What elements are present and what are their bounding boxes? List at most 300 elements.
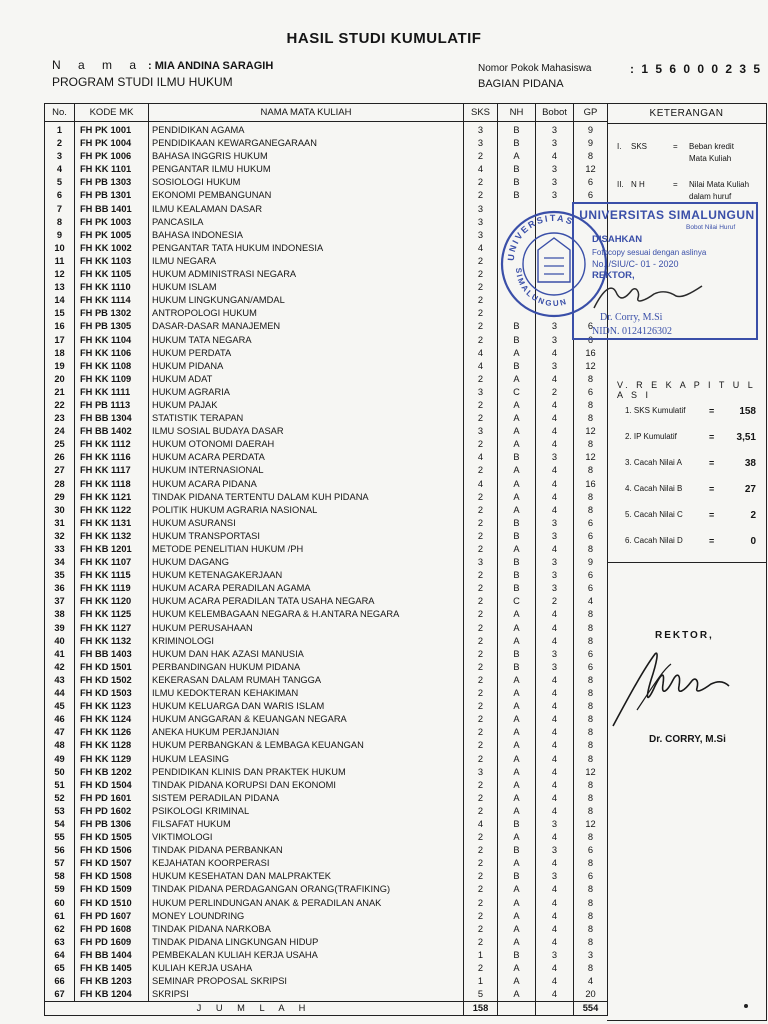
row-gp: 8: [574, 726, 608, 739]
row-nh: A: [498, 897, 536, 910]
row-no: 31: [45, 517, 75, 530]
legend-1-desc: Beban kredit: [689, 142, 734, 151]
row-gp: 9: [574, 122, 608, 138]
row-no: 63: [45, 936, 75, 949]
row-bobot: 4: [536, 883, 574, 896]
row-no: 41: [45, 648, 75, 661]
row-kode: FH KK 1112: [75, 438, 149, 451]
row-no: 44: [45, 687, 75, 700]
row-kode: FH KB 1201: [75, 543, 149, 556]
row-nama: HUKUM DAGANG: [149, 556, 464, 569]
row-bobot: 4: [536, 923, 574, 936]
row-bobot: 3: [536, 818, 574, 831]
row-nama: KEKERASAN DALAM RUMAH TANGGA: [149, 674, 464, 687]
table-row: [45, 648, 608, 661]
row-nama: MONEY LOUNDRING: [149, 910, 464, 923]
table-row: [45, 792, 608, 805]
row-nama: HUKUM KELEMBAGAAN NEGARA & H.ANTARA NEGARA: [149, 608, 464, 621]
row-kode: FH KK 1123: [75, 700, 149, 713]
rekap-eq: =: [709, 406, 715, 416]
row-sks: 2: [464, 687, 498, 700]
row-nama: SISTEM PERADILAN PIDANA: [149, 792, 464, 805]
row-nh: A: [498, 425, 536, 438]
row-nh: B: [498, 137, 536, 150]
rektor-signature: [607, 640, 767, 736]
row-bobot: 4: [536, 674, 574, 687]
row-sks: 2: [464, 857, 498, 870]
row-nh: B: [498, 189, 536, 202]
row-no: 14: [45, 294, 75, 307]
row-nama: PENGANTAR TATA HUKUM INDONESIA: [149, 242, 464, 255]
table-row: [45, 150, 608, 163]
stamp-rektor: REKTOR,: [592, 270, 635, 281]
row-kode: FH KK 1114: [75, 294, 149, 307]
legend-2-desc2: dalam huruf: [689, 192, 732, 201]
row-sks: 3: [464, 425, 498, 438]
table-row: [45, 700, 608, 713]
row-kode: FH KK 1132: [75, 635, 149, 648]
row-nama: PSIKOLOGI KRIMINAL: [149, 805, 464, 818]
row-nama: PEMBEKALAN KULIAH KERJA USAHA: [149, 949, 464, 962]
table-row: [45, 530, 608, 543]
row-gp: 8: [574, 857, 608, 870]
table-row: [45, 949, 608, 962]
row-no: 10: [45, 242, 75, 255]
row-nh: B: [498, 176, 536, 189]
row-bobot: 4: [536, 412, 574, 425]
row-no: 46: [45, 713, 75, 726]
seal-ring-bottom: SIMALUNGUN: [513, 267, 569, 309]
row-nh: A: [498, 883, 536, 896]
row-sks: 2: [464, 307, 498, 320]
legend-2-eq: =: [673, 180, 678, 189]
row-kode: FH KK 1103: [75, 255, 149, 268]
row-nama: HUKUM OTONOMI DAERAH: [149, 438, 464, 451]
row-bobot: 2: [536, 595, 574, 608]
rekap-eq: =: [709, 536, 715, 546]
row-nh: A: [498, 923, 536, 936]
legalization-stamp: [572, 202, 758, 340]
table-row: [45, 674, 608, 687]
table-row: [45, 962, 608, 975]
row-kode: FH KK 1118: [75, 478, 149, 491]
row-no: 26: [45, 451, 75, 464]
row-sks: 2: [464, 373, 498, 386]
row-bobot: 3: [536, 189, 574, 202]
row-nh: A: [498, 608, 536, 621]
name-value: : MIA ANDINA SARAGIH: [148, 60, 274, 72]
row-nh: B: [498, 334, 536, 347]
row-nh: C: [498, 595, 536, 608]
rekap-label: 3. Cacah Nilai A: [625, 458, 682, 467]
row-no: 33: [45, 543, 75, 556]
row-no: 49: [45, 753, 75, 766]
row-gp: 16: [574, 478, 608, 491]
row-no: 50: [45, 766, 75, 779]
header-sks: SKS: [464, 104, 498, 122]
row-kode: FH PD 1602: [75, 805, 149, 818]
row-gp: 8: [574, 897, 608, 910]
row-kode: FH KK 1108: [75, 360, 149, 373]
row-no: 37: [45, 595, 75, 608]
rekap-value: 158: [739, 406, 756, 417]
seal-ring-top: UNIVERSITAS: [505, 212, 576, 262]
row-nh: B: [498, 530, 536, 543]
header-no: No.: [45, 104, 75, 122]
row-gp: 6: [574, 648, 608, 661]
row-bobot: 3: [536, 569, 574, 582]
row-gp: 6: [574, 176, 608, 189]
row-sks: 2: [464, 569, 498, 582]
row-no: 39: [45, 622, 75, 635]
row-nh: A: [498, 687, 536, 700]
row-no: 51: [45, 779, 75, 792]
sks-total: 158: [464, 1002, 498, 1016]
row-nama: BAHASA INDONESIA: [149, 229, 464, 242]
table-row: [45, 373, 608, 386]
row-nama: HUKUM PERDATA: [149, 347, 464, 360]
row-kode: FH KK 1131: [75, 517, 149, 530]
row-nama: TINDAK PIDANA TERTENTU DALAM KUH PIDANA: [149, 491, 464, 504]
row-kode: FH KK 1109: [75, 373, 149, 386]
row-kode: FH KD 1504: [75, 779, 149, 792]
row-bobot: 3: [536, 122, 574, 138]
row-gp: 6: [574, 569, 608, 582]
row-bobot: 3: [536, 176, 574, 189]
row-sks: 2: [464, 176, 498, 189]
row-bobot: 2: [536, 386, 574, 399]
row-nama: HUKUM PIDANA: [149, 360, 464, 373]
row-sks: 2: [464, 582, 498, 595]
row-sks: 3: [464, 556, 498, 569]
row-nama: HUKUM ASURANSI: [149, 517, 464, 530]
table-row: [45, 831, 608, 844]
row-nh: A: [498, 779, 536, 792]
row-nh: A: [498, 753, 536, 766]
row-no: 32: [45, 530, 75, 543]
row-sks: 2: [464, 661, 498, 674]
row-sks: 2: [464, 792, 498, 805]
row-nama: PENDIDIKAN KLINIS DAN PRAKTEK HUKUM: [149, 766, 464, 779]
row-nh: B: [498, 569, 536, 582]
row-nama: HUKUM ACARA PERDATA: [149, 451, 464, 464]
page-dot: [744, 1004, 748, 1008]
nim-value: : 1 5 6 0 0 0 2 3 5: [630, 62, 763, 76]
row-no: 43: [45, 674, 75, 687]
row-no: 30: [45, 504, 75, 517]
rekap-label: 6. Cacah Nilai D: [625, 536, 683, 545]
row-bobot: 4: [536, 713, 574, 726]
row-no: 29: [45, 491, 75, 504]
row-nama: PENGANTAR ILMU HUKUM: [149, 163, 464, 176]
table-row: [45, 844, 608, 857]
header-gp: GP: [574, 104, 608, 122]
table-row: [45, 438, 608, 451]
row-kode: FH KK 1002: [75, 242, 149, 255]
row-nh: A: [498, 635, 536, 648]
row-no: 27: [45, 464, 75, 477]
table-row: [45, 595, 608, 608]
row-nama: PENDIDIKAAN KEWARGANEGARAAN: [149, 137, 464, 150]
row-nh: A: [498, 792, 536, 805]
row-kode: FH PK 1006: [75, 150, 149, 163]
row-no: 55: [45, 831, 75, 844]
row-kode: FH PD 1607: [75, 910, 149, 923]
row-bobot: 4: [536, 936, 574, 949]
row-nh: A: [498, 438, 536, 451]
row-gp: 8: [574, 438, 608, 451]
row-bobot: 3: [536, 582, 574, 595]
row-bobot: 3: [536, 137, 574, 150]
stamp-nidn: NIDN. 0124126302: [592, 326, 672, 337]
row-bobot: 3: [536, 661, 574, 674]
row-gp: 8: [574, 805, 608, 818]
row-gp: 8: [574, 713, 608, 726]
row-nh: A: [498, 857, 536, 870]
row-nama: PENDIDIKAN AGAMA: [149, 122, 464, 138]
row-nh: A: [498, 700, 536, 713]
table-row: [45, 556, 608, 569]
row-kode: FH KB 1204: [75, 988, 149, 1002]
row-no: 45: [45, 700, 75, 713]
row-bobot: 3: [536, 320, 574, 333]
row-sks: 4: [464, 451, 498, 464]
row-no: 16: [45, 320, 75, 333]
row-no: 38: [45, 608, 75, 621]
row-nama: TINDAK PIDANA PERDAGANGAN ORANG(TRAFIKING): [149, 883, 464, 896]
row-sks: 2: [464, 897, 498, 910]
table-row: [45, 766, 608, 779]
row-nama: DASAR-DASAR MANAJEMEN: [149, 320, 464, 333]
row-no: 62: [45, 923, 75, 936]
row-nama: ILMU SOSIAL BUDAYA DASAR: [149, 425, 464, 438]
rekap-label: 2. IP Kumulatif: [625, 432, 677, 441]
row-nama: KRIMINOLOGI: [149, 635, 464, 648]
row-nh: B: [498, 451, 536, 464]
row-no: 20: [45, 373, 75, 386]
row-kode: FH PB 1301: [75, 189, 149, 202]
bobot-total-empty: [536, 1002, 574, 1016]
row-kode: FH KK 1115: [75, 569, 149, 582]
row-gp: 6: [574, 189, 608, 202]
row-sks: 2: [464, 412, 498, 425]
row-gp: 8: [574, 923, 608, 936]
table-row: [45, 897, 608, 910]
row-nama: ILMU KEDOKTERAN KEHAKIMAN: [149, 687, 464, 700]
row-no: 21: [45, 386, 75, 399]
gp-total: 554: [574, 1002, 608, 1016]
row-kode: FH KB 1202: [75, 766, 149, 779]
row-nama: HUKUM LINGKUNGAN/AMDAL: [149, 294, 464, 307]
row-bobot: 4: [536, 726, 574, 739]
rekap-eq: =: [709, 458, 715, 468]
row-gp: 8: [574, 739, 608, 752]
row-sks: 2: [464, 648, 498, 661]
row-sks: 4: [464, 818, 498, 831]
row-nh: C: [498, 386, 536, 399]
row-no: 56: [45, 844, 75, 857]
row-sks: 2: [464, 870, 498, 883]
row-sks: 4: [464, 360, 498, 373]
table-row: [45, 910, 608, 923]
row-no: 34: [45, 556, 75, 569]
row-no: 54: [45, 818, 75, 831]
row-bobot: 4: [536, 766, 574, 779]
table-row: [45, 923, 608, 936]
row-sks: 2: [464, 517, 498, 530]
row-sks: 2: [464, 753, 498, 766]
row-bobot: 4: [536, 700, 574, 713]
row-gp: 8: [574, 608, 608, 621]
row-nh: B: [498, 648, 536, 661]
row-kode: FH KK 1119: [75, 582, 149, 595]
row-sks: 2: [464, 491, 498, 504]
row-nama: ANEKA HUKUM PERJANJIAN: [149, 726, 464, 739]
row-nh: A: [498, 504, 536, 517]
row-sks: 2: [464, 255, 498, 268]
row-bobot: 3: [536, 556, 574, 569]
row-nh: A: [498, 739, 536, 752]
row-nh: B: [498, 870, 536, 883]
row-nama: HUKUM PERUSAHAAN: [149, 622, 464, 635]
row-bobot: 4: [536, 504, 574, 517]
row-gp: 6: [574, 870, 608, 883]
row-kode: FH PK 1005: [75, 229, 149, 242]
bagian-label: BAGIAN PIDANA: [478, 78, 564, 90]
row-kode: FH KK 1111: [75, 386, 149, 399]
stamp-university: UNIVERSITAS SIMALUNGUN: [579, 208, 755, 222]
row-no: 4: [45, 163, 75, 176]
row-sks: 2: [464, 910, 498, 923]
row-sks: 2: [464, 150, 498, 163]
row-bobot: 4: [536, 897, 574, 910]
row-gp: 8: [574, 412, 608, 425]
row-bobot: 4: [536, 373, 574, 386]
row-no: 52: [45, 792, 75, 805]
row-gp: 6: [574, 320, 608, 333]
row-nama: METODE PENELITIAN HUKUM /PH: [149, 543, 464, 556]
row-nh: A: [498, 831, 536, 844]
row-gp: 12: [574, 360, 608, 373]
row-no: 61: [45, 910, 75, 923]
row-kode: FH KD 1501: [75, 661, 149, 674]
row-gp: 9: [574, 137, 608, 150]
row-kode: FH BB 1402: [75, 425, 149, 438]
row-no: 15: [45, 307, 75, 320]
row-kode: FH KK 1126: [75, 726, 149, 739]
row-bobot: 3: [536, 870, 574, 883]
row-sks: 2: [464, 281, 498, 294]
rekap-value: 2: [750, 510, 756, 521]
row-sks: 1: [464, 975, 498, 988]
row-nh: A: [498, 491, 536, 504]
row-nama: HUKUM DAN HAK AZASI MANUSIA: [149, 648, 464, 661]
row-bobot: 4: [536, 910, 574, 923]
row-kode: FH KK 1122: [75, 504, 149, 517]
row-kode: FH KK 1124: [75, 713, 149, 726]
row-gp: 12: [574, 451, 608, 464]
table-row: [45, 504, 608, 517]
row-kode: FH KK 1110: [75, 281, 149, 294]
row-nh: A: [498, 805, 536, 818]
row-kode: FH KB 1203: [75, 975, 149, 988]
row-sks: 2: [464, 831, 498, 844]
row-nama: STATISTIK TERAPAN: [149, 412, 464, 425]
row-kode: FH KK 1117: [75, 464, 149, 477]
row-no: 58: [45, 870, 75, 883]
row-nama: HUKUM ACARA PERADILAN AGAMA: [149, 582, 464, 595]
table-row: [45, 478, 608, 491]
row-kode: FH KB 1405: [75, 962, 149, 975]
row-nama: ILMU KEALAMAN DASAR: [149, 203, 464, 216]
row-no: 42: [45, 661, 75, 674]
row-nama: POLITIK HUKUM AGRARIA NASIONAL: [149, 504, 464, 517]
table-row: [45, 818, 608, 831]
row-nama: HUKUM KESEHATAN DAN MALPRAKTEK: [149, 870, 464, 883]
row-gp: 8: [574, 883, 608, 896]
row-nh: A: [498, 726, 536, 739]
row-nama: ILMU NEGARA: [149, 255, 464, 268]
row-kode: FH PD 1608: [75, 923, 149, 936]
table-row: [45, 622, 608, 635]
table-row: [45, 517, 608, 530]
row-sks: 2: [464, 608, 498, 621]
row-bobot: 4: [536, 399, 574, 412]
row-nama: SEMINAR PROPOSAL SKRIPSI: [149, 975, 464, 988]
row-sks: 2: [464, 923, 498, 936]
row-sks: 2: [464, 268, 498, 281]
row-bobot: 4: [536, 491, 574, 504]
row-bobot: 4: [536, 792, 574, 805]
keterangan-heading: KETERANGAN: [607, 104, 766, 124]
row-bobot: 4: [536, 543, 574, 556]
row-nama: TINDAK PIDANA LINGKUNGAN HIDUP: [149, 936, 464, 949]
row-no: 28: [45, 478, 75, 491]
row-bobot: 4: [536, 687, 574, 700]
row-bobot: 4: [536, 425, 574, 438]
row-no: 40: [45, 635, 75, 648]
row-nama: HUKUM TATA NEGARA: [149, 334, 464, 347]
row-bobot: 4: [536, 753, 574, 766]
row-no: 65: [45, 962, 75, 975]
row-gp: 8: [574, 543, 608, 556]
row-gp: 6: [574, 582, 608, 595]
row-no: 22: [45, 399, 75, 412]
row-no: 6: [45, 189, 75, 202]
row-gp: 9: [574, 556, 608, 569]
row-gp: 12: [574, 818, 608, 831]
row-nama: HUKUM KETENAGAKERJAAN: [149, 569, 464, 582]
row-no: 48: [45, 739, 75, 752]
row-kode: FH BB 1304: [75, 412, 149, 425]
header-nama: NAMA MATA KULIAH: [149, 104, 464, 122]
row-no: 66: [45, 975, 75, 988]
row-sks: 4: [464, 478, 498, 491]
rekap-label: 1. SKS Kumulatif: [625, 406, 686, 415]
row-gp: 8: [574, 779, 608, 792]
row-nama: HUKUM TRANSPORTASI: [149, 530, 464, 543]
row-no: 59: [45, 883, 75, 896]
row-no: 25: [45, 438, 75, 451]
row-nama: PERBANDINGAN HUKUM PIDANA: [149, 661, 464, 674]
rekap-divider: [607, 562, 767, 563]
row-nh: A: [498, 674, 536, 687]
row-bobot: 4: [536, 962, 574, 975]
row-no: 57: [45, 857, 75, 870]
row-gp: 6: [574, 530, 608, 543]
table-row: [45, 582, 608, 595]
row-sks: 3: [464, 137, 498, 150]
